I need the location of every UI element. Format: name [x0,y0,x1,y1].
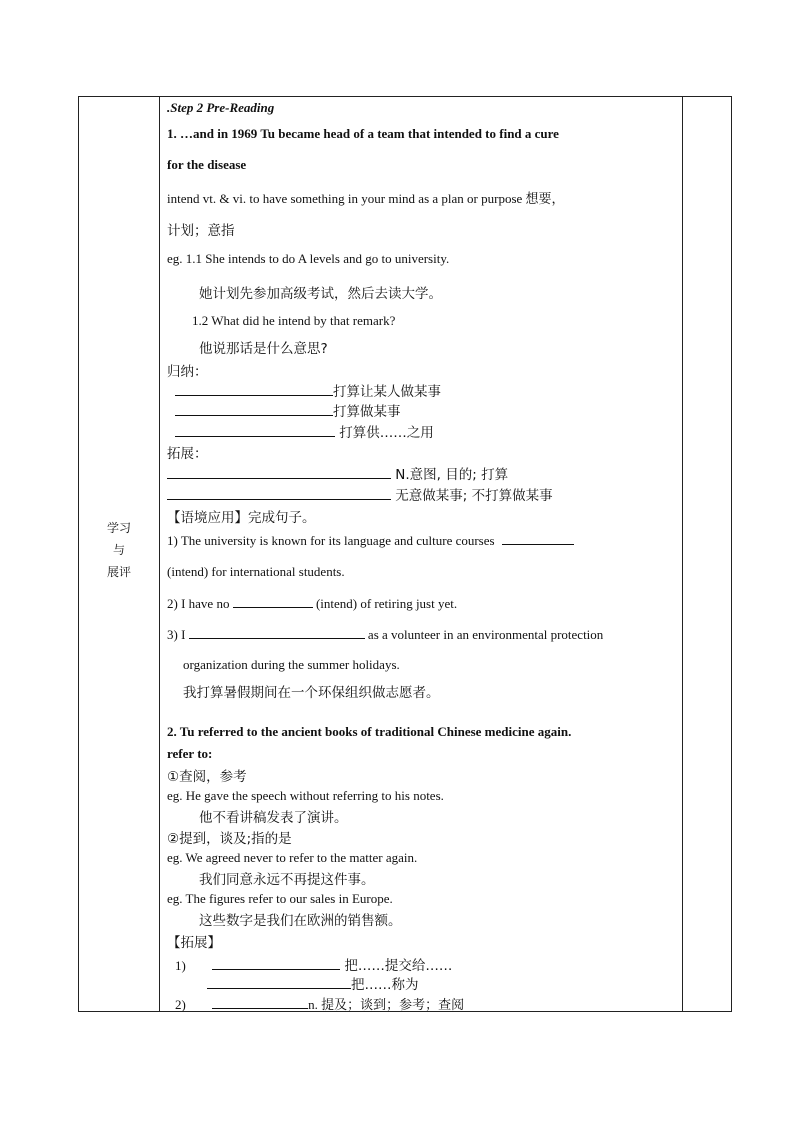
expand-item [167,484,553,504]
expand-item-text: 无意做某事; 不打算做某事 [391,488,553,504]
exercise-text: as a volunteer in an environmental protection [367,627,604,642]
summary-label: 归纳： [167,364,208,380]
worksheet-table [78,96,732,1012]
exercise-line [167,626,603,643]
exercise-text: 2) I have no [167,596,230,611]
exercise-line: organization during the summer holidays. [183,657,400,672]
section-label-line: 展评 [106,565,131,579]
answer-blank[interactable] [167,487,391,500]
summary-item-text: 打算让某人做某事 [333,384,441,400]
phrase-heading: refer to: [167,746,213,761]
example-translation: 他说那话是什么意思? [199,341,328,357]
exercise-line: (intend) for international students. [167,564,345,579]
answer-blank[interactable] [207,976,351,989]
expand-item [207,973,419,993]
expand-label: 【拓展】 [167,935,221,951]
sense-label: ②提到，谈及;指的是 [167,831,292,847]
context-practice-label: 【语境应用】完成句子。 [167,510,316,526]
expand-item-text: 把……提交给…… [340,958,453,974]
answer-blank[interactable] [175,403,333,416]
summary-item [175,421,434,441]
expand-item-text: 把……称为 [351,977,419,993]
key-sentence-line: for the disease [167,157,247,172]
exercise-translation: 我打算暑假期间在一个环保组织做志愿者。 [183,685,440,701]
column-divider-left [159,97,160,1011]
expand-label: 拓展： [167,446,208,462]
example-sentence: eg. 1.1 She intends to do A levels and go to university. [167,251,450,266]
exercise-line [167,595,457,612]
expand-item [175,994,464,1013]
example-translation: 我们同意永远不再提这件事。 [199,872,375,888]
example-translation: 她计划先参加高级考试，然后去读大学。 [199,286,442,302]
answer-blank[interactable] [189,626,365,639]
key-sentence-line: 2. Tu referred to the ancient books of traditional Chinese medicine again. [167,724,572,739]
expand-item-text: N.意图, 目的; 打算 [391,467,509,483]
section-label [79,517,159,583]
answer-blank[interactable] [233,595,313,608]
definition-line: 计划；意指 [167,223,235,239]
example-sentence: eg. We agreed never to refer to the matter again. [167,850,418,865]
example-translation: 这些数字是我们在欧洲的销售额。 [199,913,402,929]
summary-item-text: 打算供……之用 [335,425,434,441]
expand-item [167,463,508,483]
sense-label: ①查阅，参考 [167,769,247,785]
answer-blank[interactable] [175,424,335,437]
lesson-content [167,97,679,1013]
expand-item [175,954,452,974]
exercise-text: 3) I [167,627,186,642]
answer-blank[interactable] [167,466,391,479]
section-label-line: 与 [112,543,125,557]
key-sentence-line: 1. …and in 1969 Tu became head of a team that intended to find a cure [167,126,559,141]
answer-blank[interactable] [212,996,308,1009]
exercise-text: 1) The university is known for its language and culture courses [167,533,495,548]
example-sentence: eg. The figures refer to our sales in Europe. [167,891,393,906]
answer-blank[interactable] [212,957,340,970]
step-title: .Step 2 Pre-Reading [167,100,275,115]
answer-blank[interactable] [502,532,574,545]
example-sentence: eg. He gave the speech without referring to his notes. [167,788,444,803]
section-label-line: 学习 [106,521,131,535]
expand-item-text: n. 提及；谈到；参考；查阅 [308,997,465,1012]
item-number: 1) [175,958,186,973]
summary-item-text: 打算做某事 [333,404,401,420]
example-sentence: 1.2 What did he intend by that remark? [192,313,396,328]
summary-item [175,380,441,400]
example-translation: 他不看讲稿发表了演讲。 [199,810,348,826]
summary-item [175,400,401,420]
item-number: 2) [175,997,186,1012]
answer-blank[interactable] [175,383,333,396]
exercise-line [167,532,574,549]
exercise-text: (intend) of retiring just yet. [315,596,458,611]
definition-line: intend vt. & vi. to have something in your mind as a plan or purpose 想要， [167,191,565,206]
column-divider-right [682,97,683,1011]
